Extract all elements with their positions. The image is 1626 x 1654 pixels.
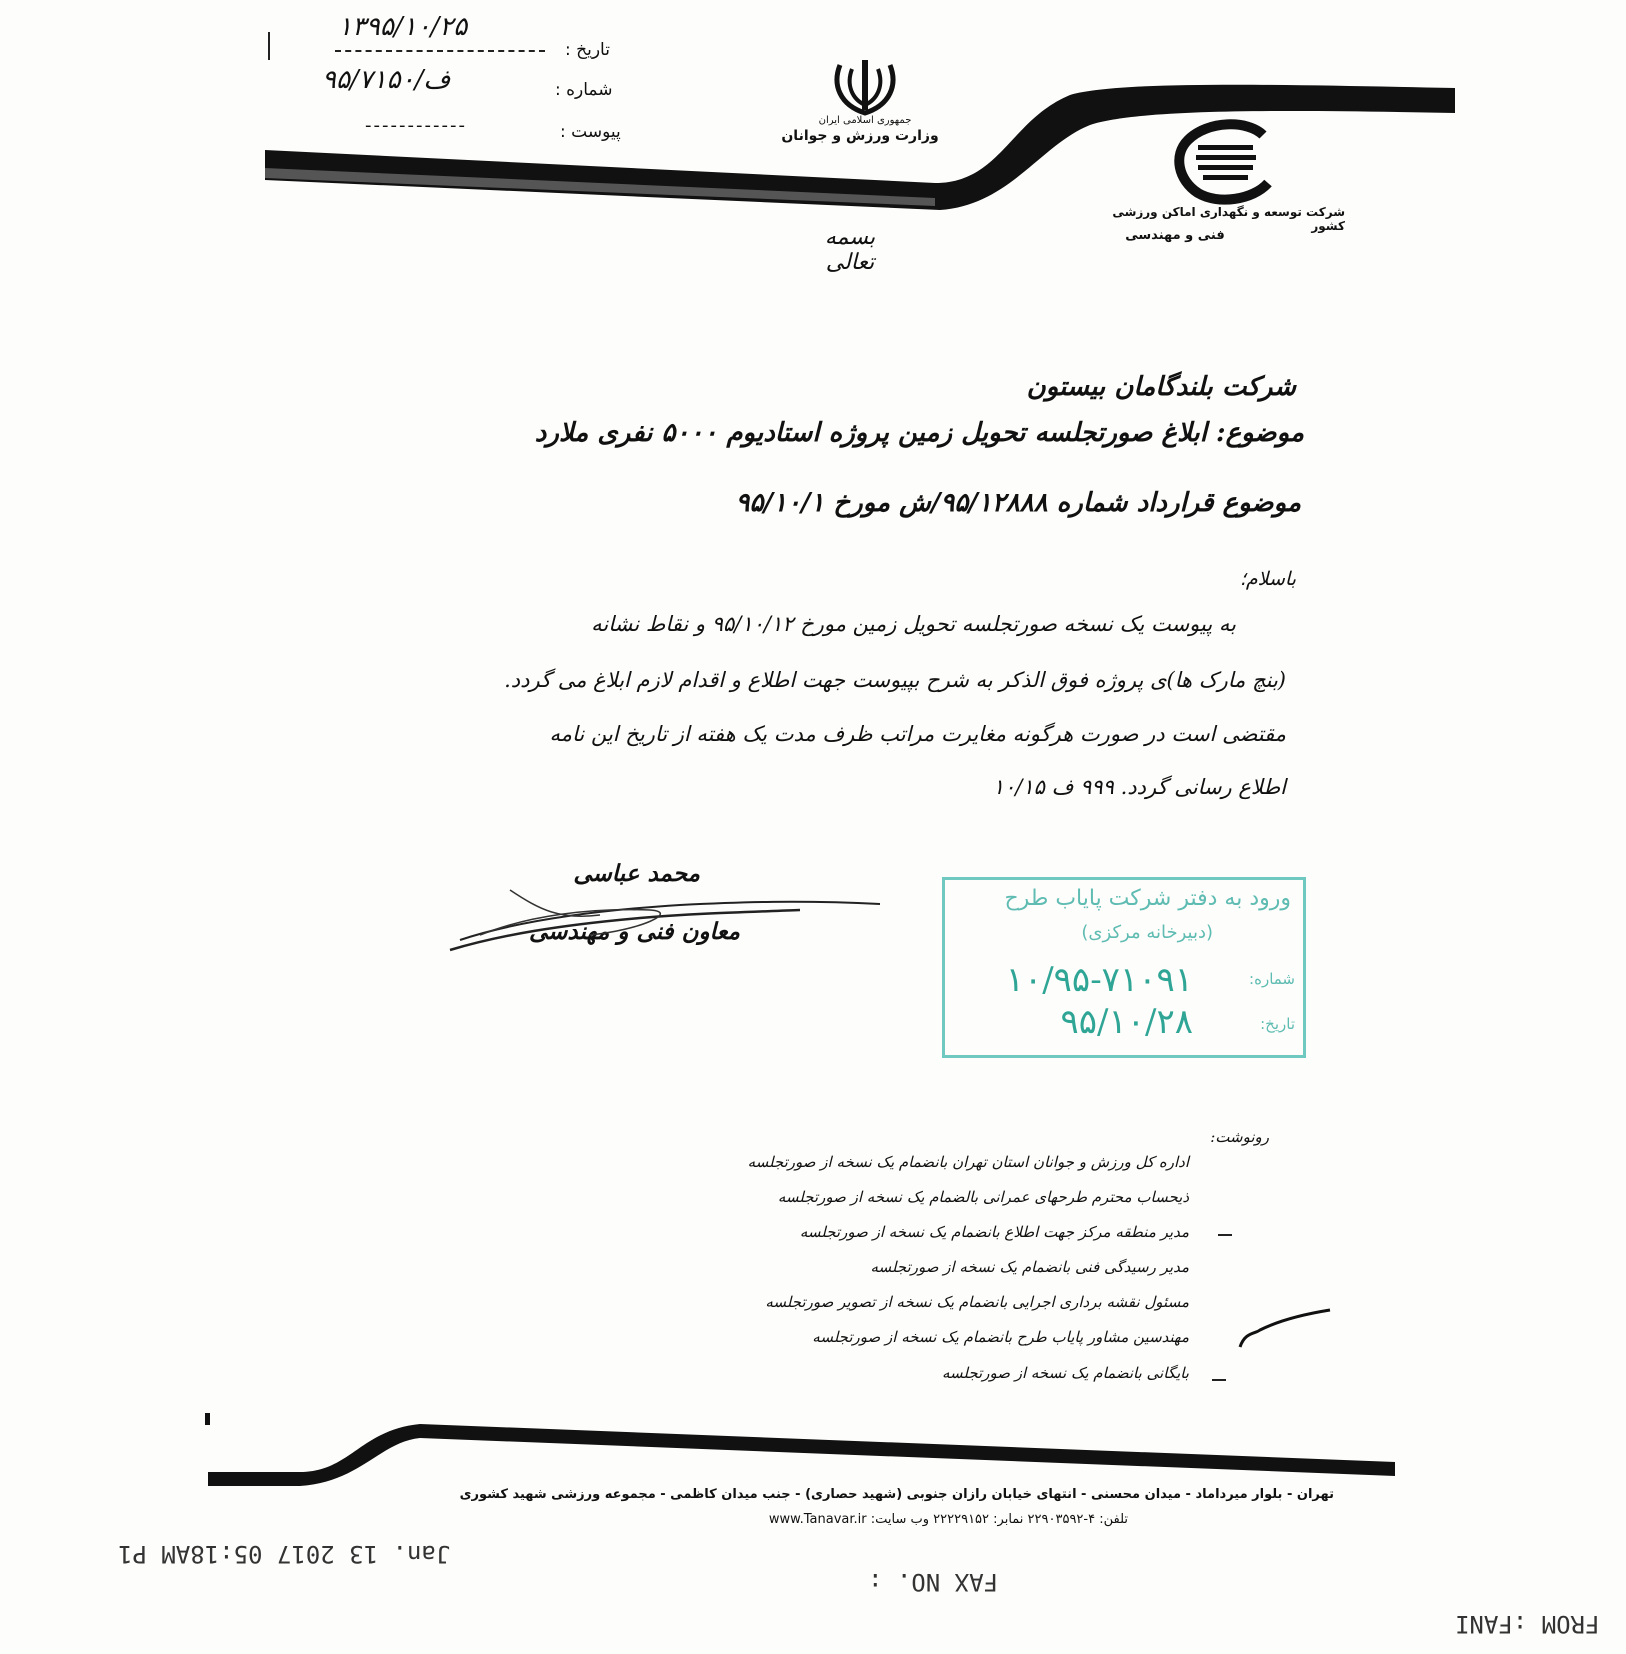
cc-dash: [1212, 1379, 1226, 1381]
stamp-number-label: شماره:: [1249, 970, 1295, 988]
date-underline: [335, 50, 545, 52]
stamp-line2: (دبیرخانه مرکزی): [1081, 922, 1213, 943]
fax-timestamp: Jan. 13 2017 05:18AM P1: [118, 1540, 451, 1568]
handwritten-signature: [440, 880, 890, 960]
cc-item: اداره کل ورزش و جوانان استان تهران بانضمام یک نسخه از صورتجلسه: [747, 1153, 1189, 1171]
stamp-number-value: ۱۰/۹۵-۷۱۰۹۱: [1005, 960, 1193, 1000]
checkmark-icon: [1235, 1302, 1335, 1352]
greeting: باسلام؛: [1239, 568, 1296, 590]
fax-number: FAX NO. :: [868, 1568, 999, 1596]
cc-item: مهندسین مشاور پایاب طرح بانضمام یک نسخه از صورتجلسه: [812, 1328, 1189, 1346]
body-line-2: (بنچ مارک ها)ی پروژه فوق الذکر به شرح بپیوست جهت اطلاع و اقدام لازم ابلاغ می گردد.: [504, 668, 1286, 692]
footer-band: [0, 1410, 1626, 1490]
company-name: شرکت توسعه و نگهداری اماکن ورزشی کشور: [1112, 205, 1345, 233]
stamp-date-label: تاریخ:: [1260, 1015, 1295, 1033]
fax-from: FROM :FANI: [1455, 1610, 1600, 1638]
footer-address: تهران - بلوار میرداماد - میدان محسنی - انتهای خیابان رازان جنوبی (شهید حصاری) - جنب میدان کاظمی - مجموعه ورزشی شهید کشوری: [459, 1487, 1334, 1502]
body-line-1: به پیوست یک نسخه صورتجلسه تحویل زمین مورخ ۹۵/۱۰/۱۲ و نقاط نشانه: [591, 612, 1236, 636]
recipient: شرکت بلندگامان بیستون: [1026, 372, 1296, 402]
attachment-value: ------------: [365, 115, 467, 136]
receipt-stamp: [942, 877, 1306, 1058]
cc-item: مدیر منطقه مرکز جهت اطلاع بانضمام یک نسخه از صورتجلسه: [799, 1223, 1189, 1241]
number-value: ف/۹۵/۷۱۵۰: [322, 65, 451, 95]
company-logo-icon: [1168, 115, 1288, 205]
stamp-date-value: ۹۵/۱۰/۲۸: [1060, 1002, 1193, 1042]
stamp-line1: ورود به دفتر شرکت پایاب طرح: [1004, 886, 1291, 911]
footer-mark: [205, 1413, 210, 1425]
attachment-label: پیوست :: [560, 122, 621, 142]
cc-dash: [1218, 1234, 1232, 1236]
ministry-line1: جمهوری اسلامی ایران: [818, 115, 912, 126]
number-label: شماره :: [555, 80, 613, 100]
invocation: بسمه تعالی: [824, 225, 876, 275]
date-value: ۱۳۹۵/۱۰/۲۵: [338, 12, 468, 42]
company-department: فنی و مهندسی: [1125, 228, 1225, 243]
date-label: تاریخ :: [565, 40, 610, 60]
ministry-line2: وزارت ورزش و جوانان: [781, 128, 939, 144]
cc-item: ذیحساب محترم طرحهای عمرانی بالضمام یک نسخه از صورتجلسه: [777, 1188, 1189, 1206]
body-line-4: اطلاع رسانی گردد. ۹۹۹ ف ۱۰/۱۵: [992, 775, 1286, 799]
iran-emblem-icon: [830, 55, 900, 120]
cc-item: مدیر رسیدگی فنی بانضمام یک نسخه از صورتجلسه: [870, 1258, 1189, 1276]
contract-reference: موضوع قرارداد شماره ۹۵/۱۲۸۸۸/ش مورخ ۹۵/۱۰/۱: [735, 488, 1301, 518]
margin-tick: [268, 32, 270, 60]
signatory-name: محمد عباسی: [573, 860, 700, 887]
cc-title: رونوشت:: [1210, 1128, 1269, 1146]
signatory-title: معاون فنی و مهندسی: [528, 918, 740, 945]
cc-item: مسئول نقشه برداری اجرایی بانضمام یک نسخه از تصویر صورتجلسه: [765, 1293, 1189, 1311]
cc-item: بایگانی بانضمام یک نسخه از صورتجلسه: [941, 1364, 1189, 1382]
subject: موضوع: ابلاغ صورتجلسه تحویل زمین پروژه استادیوم ۵۰۰۰ نفری ملارد: [534, 418, 1304, 448]
footer-contact: تلفن: ۴-۲۲۹۰۳۵۹۲ نمابر: ۲۲۲۲۹۱۵۲ وب سایت: www.Tanavar.ir: [768, 1512, 1128, 1527]
body-line-3: مقتضی است در صورت هرگونه مغایرت مراتب ظرف مدت یک هفته از تاریخ این نامه: [549, 722, 1286, 746]
